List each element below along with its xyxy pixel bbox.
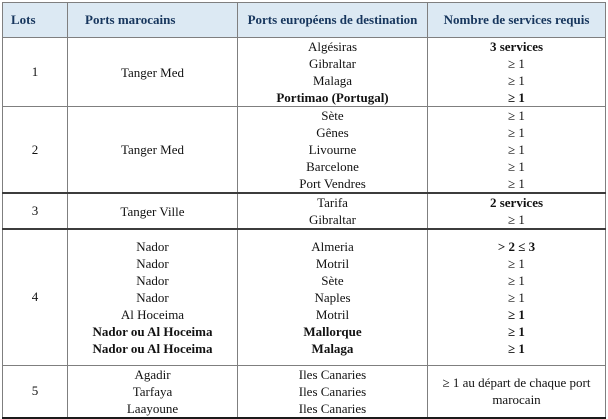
moroccan-ports-line: Laayoune (126, 400, 179, 416)
table-body (3, 38, 606, 418)
lot-number: 1 (3, 38, 68, 107)
moroccan-ports-line: Tanger Ville (120, 203, 185, 219)
moroccan-ports-cell (68, 365, 238, 418)
destination-ports-cell (238, 229, 428, 365)
required-services-cell (428, 38, 606, 107)
lot-row (3, 107, 606, 194)
required-services-line: > 2 ≤ 3 (497, 238, 536, 254)
destination-ports-cell (238, 38, 428, 107)
required-services-line: ≥ 1 (508, 255, 525, 271)
required-services-line: ≥ 1 (508, 125, 525, 140)
destination-ports-line: Naples (314, 289, 351, 305)
lot-row (3, 38, 606, 107)
lot-number: 3 (3, 193, 68, 229)
required-services-line: ≥ 1 (508, 323, 525, 339)
moroccan-ports-line: Nador ou Al Hoceima (92, 340, 213, 356)
moroccan-ports-line: Tarfaya (132, 383, 173, 399)
required-services-line: ≥ 1 au départ de chaque port marocain (442, 375, 591, 407)
required-services-line: ≥ 1 (508, 159, 525, 174)
destination-ports-cell (238, 365, 428, 418)
required-services-line: ≥ 1 (508, 142, 525, 157)
required-services-line: ≥ 1 (508, 108, 525, 123)
destination-ports-line: Almeria (311, 238, 354, 254)
lot-number: 2 (3, 107, 68, 194)
required-services-line: ≥ 1 (508, 340, 525, 356)
lot-row (3, 193, 606, 229)
required-services-line: 2 services (489, 195, 544, 210)
moroccan-ports-cell (68, 107, 238, 194)
required-services-line: ≥ 1 (508, 90, 525, 105)
required-services-line: ≥ 1 (508, 212, 525, 227)
column-header-lots: Lots (3, 3, 68, 38)
destination-ports-line: Motril (315, 306, 350, 322)
moroccan-ports-cell (68, 193, 238, 229)
destination-ports-line: Sète (321, 108, 344, 123)
maritime-services-table (2, 2, 606, 419)
destination-ports-line: Iles Canaries (298, 400, 367, 416)
destination-ports-line: Gênes (316, 125, 349, 140)
moroccan-ports-line: Al Hoceima (120, 306, 185, 322)
required-services-cell (428, 229, 606, 365)
moroccan-ports-line: Nador (136, 238, 169, 254)
required-services-cell (428, 365, 606, 418)
lot-row (3, 229, 606, 365)
lot-number: 4 (3, 229, 68, 365)
moroccan-ports-cell (68, 229, 238, 365)
destination-ports-line: Iles Canaries (298, 383, 367, 399)
destination-ports-line: Algésiras (307, 39, 358, 54)
moroccan-ports-line: Nador ou Al Hoceima (92, 323, 213, 339)
destination-ports-line: Port Vendres (299, 176, 366, 191)
lot-number: 5 (3, 365, 68, 418)
destination-ports-line: Mallorque (303, 323, 362, 339)
moroccan-ports-cell (68, 38, 238, 107)
column-header-nombre-services: Nombre de services requis (428, 3, 606, 38)
required-services-line: 3 services (489, 39, 544, 54)
moroccan-ports-line: Tanger Med (121, 142, 184, 157)
destination-ports-line: Barcelone (306, 159, 359, 174)
destination-ports-line: Gibraltar (309, 212, 356, 227)
required-services-line: ≥ 1 (508, 289, 525, 305)
destination-ports-line: Iles Canaries (298, 366, 367, 382)
destination-ports-line: Livourne (308, 142, 357, 157)
required-services-line: ≥ 1 (508, 306, 525, 322)
destination-ports-line: Motril (315, 255, 350, 271)
destination-ports-line: Portimao (Portugal) (276, 90, 389, 105)
moroccan-ports-line: Nador (136, 289, 169, 305)
header-row (3, 3, 606, 38)
required-services-cell (428, 193, 606, 229)
moroccan-ports-line: Nador (136, 272, 169, 288)
column-header-ports-marocains: Ports marocains (68, 3, 238, 38)
required-services-line: ≥ 1 (508, 272, 525, 288)
moroccan-ports-line: Tanger Med (121, 64, 184, 80)
destination-ports-line: Gibraltar (309, 56, 356, 71)
destination-ports-line: Malaga (311, 340, 354, 356)
table-header (3, 3, 606, 38)
destination-ports-cell (238, 107, 428, 194)
required-services-line: ≥ 1 (508, 73, 525, 88)
required-services-line: ≥ 1 (508, 56, 525, 71)
lot-row (3, 365, 606, 418)
column-header-ports-europeens: Ports européens de destination (238, 3, 428, 38)
required-services-line: ≥ 1 (508, 176, 525, 191)
destination-ports-line: Sète (321, 272, 344, 288)
moroccan-ports-line: Agadir (134, 366, 171, 382)
destination-ports-line: Malaga (313, 73, 352, 88)
destination-ports-line: Tarifa (317, 195, 348, 210)
moroccan-ports-line: Nador (136, 255, 169, 271)
destination-ports-cell (238, 193, 428, 229)
required-services-cell (428, 107, 606, 194)
